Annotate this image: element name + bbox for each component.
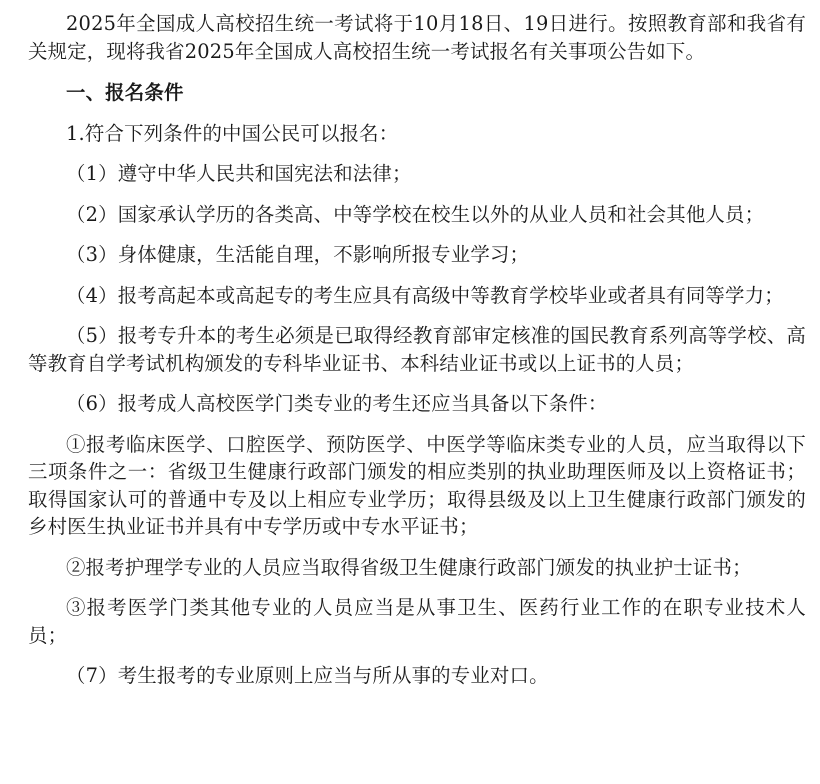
- sub-condition-2: ②报考护理学专业的人员应当取得省级卫生健康行政部门颁发的执业护士证书；: [66, 555, 752, 579]
- condition-5: （5）报考专升本的考生必须是已取得经教育部审定核准的国民教育系列高等学校、高等教育自学考试机构颁发的专科毕业证书、本科结业证书或以上证书的人员；: [28, 324, 806, 375]
- condition-7: （7）考生报考的专业原则上应当与所从事的专业对口。: [66, 664, 549, 687]
- item-1: 1.符合下列条件的中国公民可以报名：: [66, 121, 399, 145]
- condition-4: （4）报考高起本或高起专的考生应具有高级中等教育学校毕业或者具有同等学力；: [66, 283, 784, 307]
- condition-1: （1）遵守中华人民共和国宪法和法律；: [66, 162, 412, 185]
- section-heading: 一、报名条件: [66, 81, 184, 104]
- condition-2: （2）国家承认学历的各类高、中等学校在校生以外的从业人员和社会其他人员；: [66, 202, 765, 226]
- document-body: [28, 10, 806, 690]
- intro-paragraph: 2025年全国成人高校招生统一考试将于10月18日、19日进行。按照教育部和我省有关规定，现将我省2025年全国成人高校招生统一考试报名有关事项公告如下。: [28, 12, 806, 63]
- sub-condition-1: ①报考临床医学、口腔医学、预防医学、中医学等临床类专业的人员，应当取得以下三项条件之一：省级卫生健康行政部门颁发的相应类别的执业助理医师及以上资格证书；取得国家认可的普通中专及以上相应专业学历；取得县级及以上卫生健康行政部门颁发的乡村医生执业证书并具有中专学历或中专水平证书；: [28, 432, 806, 538]
- sub-condition-3: ③报考医学门类其他专业的人员应当是从事卫生、医药行业工作的在职专业技术人员；: [28, 596, 806, 647]
- condition-6: （6）报考成人高校医学门类专业的考生还应当具备以下条件：: [66, 392, 608, 415]
- condition-3: （3）身体健康，生活能自理，不影响所报专业学习；: [66, 243, 530, 266]
